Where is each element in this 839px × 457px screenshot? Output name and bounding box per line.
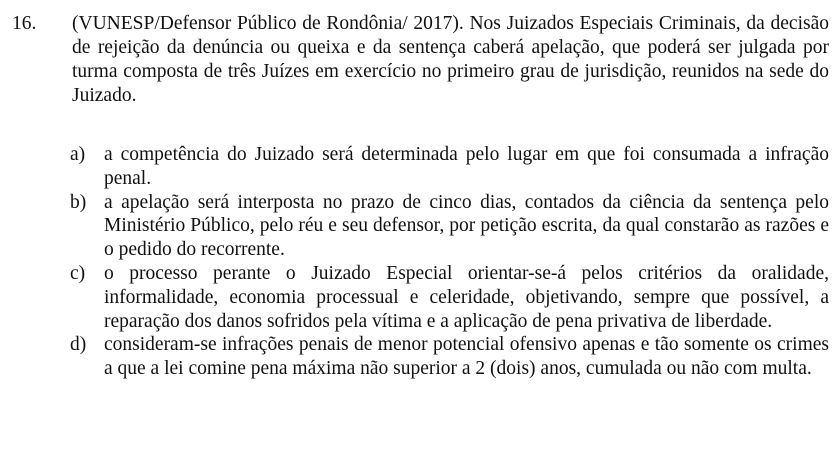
answer-options: [70, 143, 829, 381]
option-text: a competência do Juizado será determinada pelo lugar em que foi consumada a infração penal.: [104, 144, 829, 189]
option-a: [70, 143, 829, 191]
question-number: 16.: [12, 13, 37, 34]
option-c: [70, 262, 829, 333]
option-letter: d): [70, 334, 87, 356]
option-letter: b): [70, 191, 87, 213]
option-letter: c): [70, 262, 86, 284]
question-text: (VUNESP/Defensor Público de Rondônia/ 2017). Nos Juizados Especiais Criminais, da decisão de rejeição da denúncia ou queixa e da sentença caberá apelação, que poderá ser julgada por turma composta de três Juízes em exercício no primeiro grau de jurisdição, reunidos na sede do Juizado.: [72, 13, 829, 106]
option-b: [70, 191, 829, 262]
option-text: o processo perante o Juizado Especial orientar-se-á pelos critérios da oralidade, informalidade, economia processual e celeridade, objetivando, sempre que possível, a reparação dos danos sofridos pela vítima e a aplicação de pena privativa de liberdade.: [104, 262, 829, 332]
option-d: [70, 333, 829, 381]
option-text: a apelação será interposta no prazo de cinco dias, contados da ciência da sentença pelo Ministério Público, pelo réu e seu defensor, por petição escrita, da qual constarão as razões e o pedido do recorrente.: [104, 191, 829, 261]
option-letter: a): [70, 144, 86, 165]
question-stem: [12, 12, 829, 108]
option-text: consideram-se infrações penais de menor potencial ofensivo apenas e tão somente os crimes a que a lei comine pena máxima não superior a 2 (dois) anos, cumulada ou não com multa.: [104, 334, 829, 380]
